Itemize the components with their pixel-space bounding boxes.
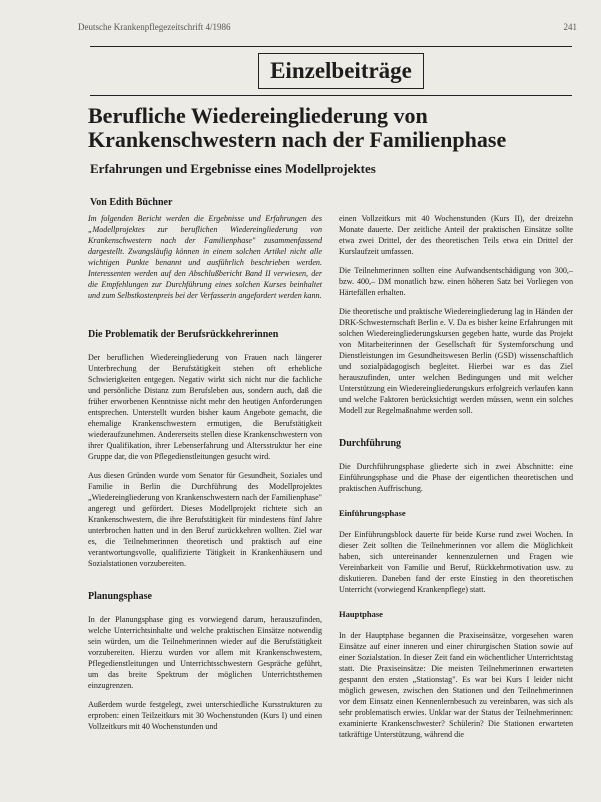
paragraph: einen Vollzeitkurs mit 40 Wochenstunden (Kurs II), der dreizehn Monate dauerte. Der zeitliche Anteil der praktischen Einsätze sollte etwa zwei Drittel, der des theoretischen Teils etwa ein Drittel der Kurslaufzeit umfassen. — [339, 214, 573, 256]
journal-name: Deutsche Krankenpflegezeitschrift 4/1986 — [78, 22, 231, 32]
heading-problematik: Die Problematik der Berufsrückkehrerinnen — [88, 329, 279, 340]
paragraph: Die Durchführungsphase gliederte sich in zwei Abschnitte: eine Einführungsphase und die Phase der eigentlichen theoretischen und praktischen Auffrischung. — [339, 462, 573, 493]
paragraph: Die theoretische und praktische Wiedereingliederung lag in Händen der DRK-Schwesternschaft Berlin e. V. Da es bisher keine Erfahrungen mit solchen Wiedereingliederungskursen gegeben hatte, wurde das Projekt von Mitarbeiterinnen der Gesellschaft für Systemforschung und Dienstleistungen im Gesundheitswesen Berlin (GSD) wissenschaftlich und sozialpädagogisch begleitet. Hierbei war es das Ziel herauszufinden, unter welchen Bedingungen und mit welcher Unterstützung ein Wiedereingliederungskurs erfolgreich verlaufen kann und welche Faktoren berücksichtigt werden müssen, wenn ein solches Modell zur Regelmaßnahme werden soll. — [339, 307, 573, 415]
section-banner — [90, 46, 572, 96]
heading-einfuehrungsphase: Einführungsphase — [339, 508, 406, 518]
running-header — [78, 22, 577, 36]
author-line: Von Edith Büchner — [90, 197, 173, 208]
page-number: 241 — [563, 22, 577, 32]
paragraph: Die Teilnehmerinnen sollten eine Aufwandsentschädigung von 300,– bzw. 400,– DM monatlich bzw. einen höheren Satz bei Vorliegen von Härtefällen erhalten. — [339, 266, 573, 297]
paragraph: In der Hauptphase begannen die Praxiseinsätze, vorgesehen waren Einsätze auf einer inneren und einer chirurgischen Station sowie auf einer Sozialstation. In dieser Zeit fand ein wöchentlicher Unterrichtstag statt. Die Praxiseinsätze: Die meisten Teilnehmerinnen erwarteten gespannt den ersten „Stationstag". Es war bei Kurs I leider nicht möglich gewesen, zwischen den Stationen und den Teilnehmerinnen vor dem Einsatz einen Kennenlernbesuch zu vereinbaren, was sich als sehr problematisch erwies. Unklar war der Status der Teilnehmerinnen: examinierte Krankenschwester? Schülerin? Die Stationen erwarteten tatkräftige Unterstützung, während die — [339, 631, 573, 739]
paragraph: Der beruflichen Wiedereingliederung von Frauen nach längerer Unterbrechung der Berufstätigkeit stehen oft erhebliche Schwierigkeiten entgegen. Negativ wirkt sich nicht nur die fachliche und persönliche Distanz zum Berufsleben aus, sondern auch, daß die früher erworbenen Kenntnisse nicht mehr den heutigen Anforderungen entsprechen. Unterstellt wurden bisher kaum Angebote gemacht, die ehemalige Krankenschwestern ermutigen, die Berufstätigkeit wiederaufzunehmen. Andererseits stellen diese Krankenschwestern von ihrer Qualifikation, ihrer Lebenserfahrung und Altersstruktur her eine Gruppe dar, die von Pflegedienstleitungen gesucht wird. — [88, 353, 322, 461]
heading-durchfuehrung: Durchführung — [339, 438, 402, 449]
intro-paragraph: Im folgenden Bericht werden die Ergebnisse und Erfahrungen des „Modellprojektes zur beruflichen Wiedereingliederung von Krankenschwestern nach der Familienphase" zusammenfassend dargestellt. Zwangsläufig können in einem solchen Artikel nicht alle wichtigen Punkte benannt und ausführlich beschrieben werden. Interessenten werden auf den Abschlußbericht Band II verwiesen, der die Empfehlungen zur Durchführung eines solchen Kurses beinhaltet und zum Selbstkostenpreis bei der Verfasserin angefordert werden kann. — [88, 214, 322, 300]
section-title: Einzelbeiträge — [258, 53, 424, 89]
left-column — [88, 213, 322, 740]
paragraph: In der Planungsphase ging es vorwiegend darum, herauszufinden, welche Unterrichtsinhalte und welche praktischen Einsätze notwendig sein würden, um die Teilnehmerinnen wieder auf die Berufstätigkeit vorzubereiten. Hierzu wurden vor allem mit Krankenschwestern, Pflegedienstleitungen und Unterrichtsschwestern Gespräche geführt, um das breite Spektrum der möglichen Unterrichtsthemen einzugrenzen. — [88, 615, 322, 690]
heading-planungsphase: Planungsphase — [88, 591, 152, 602]
paragraph: Der Einführungsblock dauerte für beide Kurse rund zwei Wochen. In dieser Zeit sollten die Teilnehmerinnen vor allem die Möglichkeit haben, sich untereinander kennenzulernen und Fragen wie Vereinbarkeit von Familie und Beruf, Rückkehrmotivation usw. zu diskutieren. Daneben fand der erste Einstieg in den theoretischen Unterricht (vorwiegend Krankenpflege) statt. — [339, 530, 573, 594]
heading-hauptphase: Hauptphase — [339, 609, 383, 619]
paragraph: Aus diesen Gründen wurde vom Senator für Gesundheit, Soziales und Familie in Berlin die Durchführung des Modellprojektes „Wiedereingliederung von Krankenschwestern nach der Familienphase" angeregt und gefördert. Dieses Modellprojekt richtete sich an Krankenschwestern, die ihre Berufstätigkeit für mindestens fünf Jahre unterbrochen hatten und in den Beruf zurückkehren wollten. Ziel war es, die Teilnehmerinnen theoretisch und praktisch auf eine verantwortungsvolle, qualifizierte Tätigkeit in Krankenhäusern und Sozialstationen vorzubereiten. — [88, 471, 322, 568]
article-title: Berufliche Wiedereingliederung von Krankenschwestern nach der Familienphase — [88, 103, 507, 152]
article-subtitle: Erfahrungen und Ergebnisse eines Modellprojektes — [90, 161, 376, 176]
right-column — [339, 213, 573, 748]
paragraph: Außerdem wurde festgelegt, zwei unterschiedliche Kursstrukturen zu erproben: einen Teilzeitkurs mit 30 Wochenstunden (Kurs I) und einen Vollzeitkurs mit 40 Wochenstunden und — [88, 700, 322, 731]
